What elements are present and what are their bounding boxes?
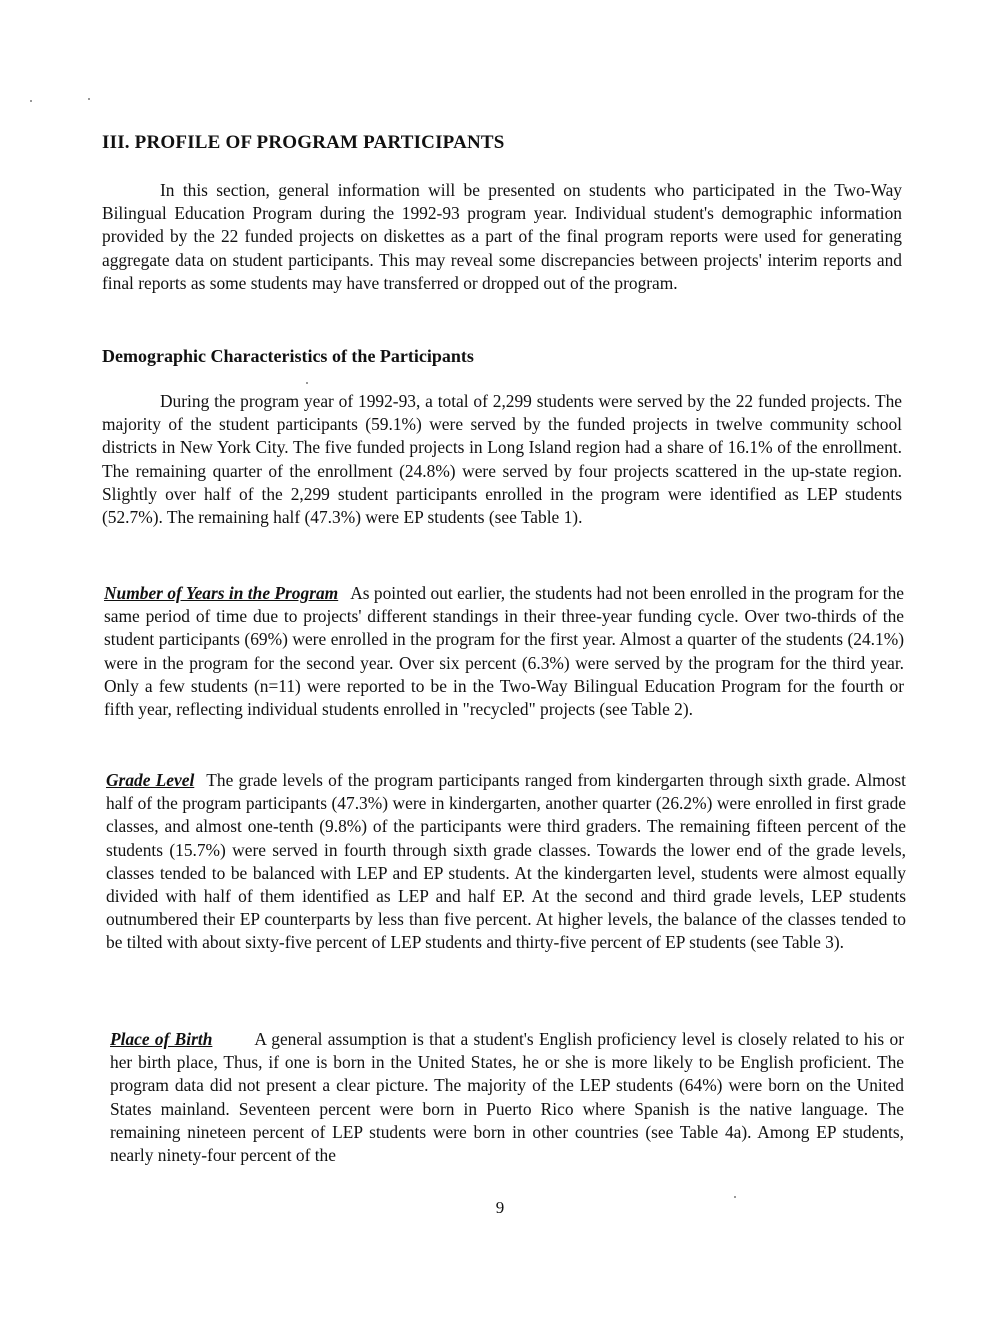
birth-paragraph-text: A general assumption is that a student's English proficiency level is closely related to his or her birth place, Thus, if one is born in the United States, he or she is more likely to be English proficient. The program data did not present a clear picture. The majority of the LEP students (64%) were born on the United States mainland. Seventeen percent were born in Puerto Rico where Spanish is the native language. The remaining nineteen percent of LEP students were born in other countries (see Table 4a). Among EP students, nearly ninety-four percent of the <box>110 1029 904 1166</box>
birth-paragraph <box>110 1028 904 1167</box>
subheading-demographics: Demographic Characteristics of the Participants <box>102 346 474 366</box>
grade-run-in-label: Grade Level <box>106 770 195 790</box>
years-paragraph-text: As pointed out earlier, the students had not been enrolled in the program for the same period of time due to projects' different standings in their three-year funding cycle. Over two-thirds of the student participants (69%) were enrolled in the program for the first year. Almost a quarter of the students (24.1%) were in the program for the second year. Over six percent (6.3%) were served by the program for the third year. Only a few students (n=11) were reported to be in the Two-Way Bilingual Education Program for the fourth or fifth year, reflecting individual students enrolled in "recycled" projects (see Table 2). <box>104 583 904 720</box>
section-heading: III. PROFILE OF PROGRAM PARTICIPANTS <box>102 132 505 153</box>
birth-run-in-label: Place of Birth <box>110 1029 213 1049</box>
grade-paragraph <box>106 769 906 955</box>
intro-paragraph: In this section, general information will be presented on students who participated in the Two-Way Bilingual Education Program during the 1992-93 program year. Individual student's demographic information provided by the 22 funded projects on diskettes as a part of the final program reports were used for generating aggregate data on student participants. This may reveal some discrepancies between projects' interim reports and final reports as some students may have transferred or dropped out of the program. <box>102 180 902 293</box>
page-number: 9 <box>495 1198 505 1217</box>
demographics-paragraph: During the program year of 1992-93, a total of 2,299 students were served by the 22 funded projects. The majority of the student participants (59.1%) were served by the funded projects in twelve community school districts in New York City. The five funded projects in Long Island region had a share of 16.1% of the enrollment. The remaining quarter of the enrollment (24.8%) were served by four projects scattered in the up-state region. Slightly over half of the 2,299 student participants enrolled in the program were identified as LEP students (52.7%). The remaining half (47.3%) were EP students (see Table 1). <box>102 391 902 528</box>
grade-paragraph-text: The grade levels of the program participants ranged from kindergarten through sixth grade. Almost half of the program participants (47.3%) were in kindergarten, another quarter (26.2%) were enrolled in first grade classes, and almost one-tenth (9.8%) of the participants were third graders. The remaining fifteen percent of the students (15.7%) were served in fourth through sixth grade classes. Towards the lower end of the grade levels, classes tended to be balanced with LEP and EP students. At the kindergarten level, students were almost equally divided with half of them identified as LEP and half EP. At the second and third grade levels, LEP students outnumbered their EP counterparts by less than five percent. At higher levels, the balance of the classes tended to be tilted with about sixty-five percent of LEP students and thirty-five percent of EP students (see Table 3). <box>106 770 906 953</box>
years-run-in-label: Number of Years in the Program <box>104 583 339 603</box>
years-paragraph <box>104 582 904 721</box>
